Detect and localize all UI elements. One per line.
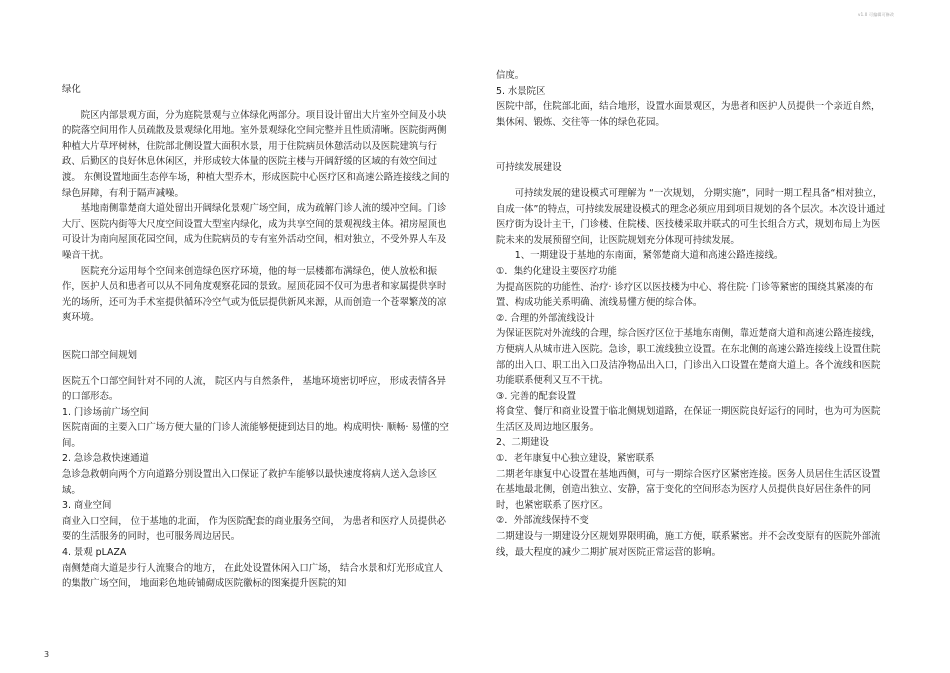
sub-heading: ②．外部流线保持不变 bbox=[496, 515, 589, 527]
continued-text: 信度。 bbox=[496, 70, 525, 81]
sub-heading: ①．集约化建设主要医疗功能 bbox=[496, 265, 617, 277]
sub-heading: ①．老年康复中心独立建设，紧密联系 bbox=[496, 453, 655, 465]
item-heading: 1. 门诊场前广场空间 bbox=[62, 406, 149, 418]
paragraph: 可持续发展的建设模式可理解为 “一次规划， 分期实施”，同时一期工程具备“相对独立，自成一体”的特点，可持续发展建设模式的理念必须应用到项目规划的各个层次。本次设计通过医疗街为设计主干，门诊楼、住院楼、医技楼采取并联式的可生长组合方式，规划布局上为医院未来的发展预留空间，让医院规划充分体现可持续发展。 bbox=[496, 187, 886, 246]
left-column bbox=[62, 82, 450, 592]
item-heading: 3. 商业空间 bbox=[62, 500, 112, 512]
sub-text: 二期老年康复中心设置在基地西侧，可与一期综合医疗区紧密连接。医务人员居住生活区设置在基地最北侧，创造出独立、安静，富于变化的空间形态为医疗人员提供良好居住条件的同时，也紧密联系了医疗区。 bbox=[496, 468, 881, 511]
paragraph: 医院五个口部空间针对不同的人流， 院区内与自然条件， 基地环境密切呼应， 形成表情各异的口部形态。 bbox=[62, 375, 446, 403]
item-heading: 4. 景观 pLAZA bbox=[62, 547, 127, 559]
item-heading: 5. 水景院区 bbox=[496, 85, 546, 97]
page-number: 3 bbox=[44, 650, 50, 659]
paragraph: 基地南侧靠楚商大道处留出开阔绿化景观广场空间，成为疏解门诊人流的缓冲空间。门诊大厅、医院内街等大尺度空间设置大型室内绿化，成为共享空间的景观视线主体。裙房屋顶也可设计为南向屋顶花园空间，成为住院病员的专有室外活动空间，相对独立，不受外界人车及噪音干扰。 bbox=[62, 203, 447, 261]
sub-text: 将食堂、餐厅和商业设置于临北侧规划道路，在保证一期医院良好运行的同时，也为可为医院生活区及周边地区服务。 bbox=[496, 406, 881, 433]
section-title-entrance: 医院口部空间规划 bbox=[62, 349, 138, 361]
item-text: 南侧楚商大道是步行人流聚合的地方， 在此处设置休闲入口广场， 结合水景和灯光形成宜人的集散广场空间， 地面彩色地砖铺砌成医院徽标的图案提升医院的知 bbox=[62, 562, 443, 590]
sub-text: 为保证医院对外流线的合理，综合医疗区位于基地东南侧，靠近楚商大道和高速公路连接线，方便病人从城市进入医院。急诊，职工流线独立设置。在东北侧的高速公路连接线上设置住院部的出入口、职工出入口及洁净物品出入口，门诊出入口设置在楚商大道上。各个流线和医院功能联系便利又互不干扰。 bbox=[496, 328, 881, 387]
item-text: 商业入口空间， 位于基地的北面， 作为医院配套的商业服务空间， 为患者和医疗人员提供必要的生活服务的同时，也可服务周边居民。 bbox=[62, 515, 446, 543]
item-text: 急诊急救朝向两个方向道路分别设置出入口保证了救护车能够以最快速度将病人送入急诊区域。 bbox=[62, 469, 438, 496]
sub-heading: ③. 完善的配套设置 bbox=[496, 390, 576, 402]
sub-heading: ②. 合理的外部流线设计 bbox=[496, 312, 595, 324]
item-text: 医院南面的主要入口广场方便大量的门诊人流能够便捷到达目的地。构成明快· 顺畅· 易懂的空间。 bbox=[62, 422, 449, 449]
item-text: 医院中部，住院部北面，结合地形，设置水面景观区，为患者和医护人员提供一个亲近自然，集休闲、锻炼、交往等一体的绿色花园。 bbox=[496, 101, 881, 128]
section-title-sustain: 可持续发展建设 bbox=[496, 162, 562, 174]
right-column bbox=[496, 68, 888, 560]
sub-text: 为提高医院的功能性、治疗· 诊疗区以医技楼为中心、将住院· 门诊等紧密的围绕其紧凑的布置、构成功能关系明确、流线易懂方便的综合体。 bbox=[496, 281, 874, 309]
phase-heading: 2、二期建设 bbox=[496, 437, 549, 449]
sub-text: 二期建设与一期建设分区规划界限明确，施工方便，联系紧密。并不会改变原有的医院外部流线，最大程度的减少二期扩展对医院正常运营的影响。 bbox=[496, 531, 881, 558]
phase-heading: 1、一期建设于基地的东南面，紧邻楚商大道和高速公路连接线。 bbox=[514, 250, 784, 262]
paragraph: 院区内部景观方面，分为庭院景观与立体绿化两部分。项目设计留出大片室外空间及小块的院落空间用作人员疏散及景观绿化用地。室外景观绿化空间完整并且性质清晰。医院街两侧种植大片草坪树林，住院部北侧设置大面积水景，用于住院病员休憩活动以及医院建筑与行政、后勤区的良好休息休闲区，并形成较大体量的医院主楼与开阔舒缓的区域的有效空间过渡。 东侧设置地面生态停车场，种植大型乔木，形成医院中心医疗区和高速公路连接线之间的绿色屏障，有利于隔声减噪。 bbox=[62, 109, 450, 199]
item-heading: 2. 急诊急救快速通道 bbox=[62, 453, 149, 465]
section-title-green: 绿化 bbox=[62, 84, 81, 95]
paragraph: 医院充分运用每个空间来创造绿色医疗环境，他的每一层楼都布满绿色，使人放松和振作，医护人员和患者可以从不同角度观察花园的景致。屋顶花园不仅可为患者和家属提供享时光的场所，还可为手术室提供循环冷空气或为低层提供新风来源，从而创造一个苍翠繁茂的凉爽环境。 bbox=[62, 265, 447, 324]
header-tag: v1.0 可编辑可修改 bbox=[858, 12, 895, 17]
